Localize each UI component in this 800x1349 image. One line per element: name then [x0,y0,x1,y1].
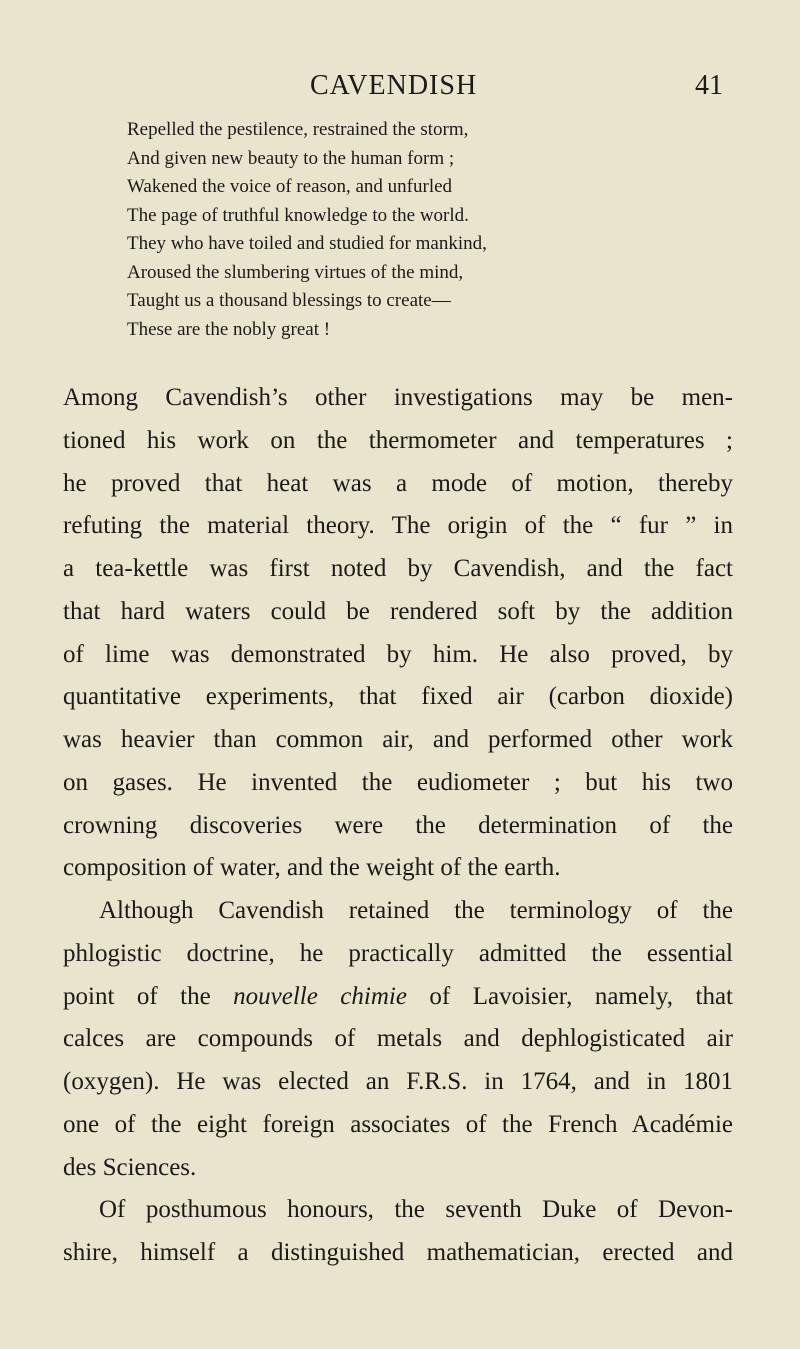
running-head [0,70,800,106]
text-line: that hard waters could be rendered soft by the addition [63,597,733,625]
text-line: refuting the material theory. The origin of the “ fur ” in [63,512,733,540]
poem-line: Repelled the pestilence, restrained the storm, [127,119,469,140]
text-line: des Sciences. [63,1153,197,1181]
running-title: CAVENDISH [310,70,478,101]
text-line [63,976,733,1019]
text-line: of lime was demonstrated by him. He also proved, by [63,640,733,668]
poem-line: They who have toiled and studied for mankind, [127,233,487,254]
text-line: calces are compounds of metals and dephlogisticated air [63,1025,733,1053]
text-line: (oxygen). He was elected an F.R.S. in 1764, and in 1801 [63,1068,733,1095]
italic-phrase: nouvelle chimie [233,982,407,1010]
poem-line: The page of truthful knowledge to the world. [127,204,469,226]
paragraph-honours [63,1189,733,1275]
text-line: was heavier than common air, and performed other work [63,726,733,753]
text-line: shire, himself a distinguished mathematician, erected and [63,1239,733,1266]
body-text [63,377,733,1275]
text-line: Although Cavendish retained the terminology of the [99,897,733,924]
text-line: crowning discoveries were the determination of the [63,811,733,839]
text-line: Of posthumous honours, the seventh Duke of Devon- [99,1196,733,1224]
text-line: Among Cavendish’s other investigations may be men- [63,384,733,411]
text-line: he proved that heat was a mode of motion, thereby [63,469,733,497]
text-line: composition of water, and the weight of the earth. [63,854,561,882]
text-fragment: of Lavoisier, namely, that [406,982,733,1010]
text-line: phlogistic doctrine, he practically admitted the essential [63,939,733,967]
text-line: one of the eight foreign associates of the French Académie [63,1110,733,1138]
text-line: tioned his work on the thermometer and temperatures ; [63,426,733,454]
text-line: on gases. He invented the eudiometer ; but his two [63,768,733,796]
poem-line: And given new beauty to the human form ; [127,147,455,169]
text-line: quantitative experiments, that fixed air (carbon dioxide) [63,683,733,711]
poem-line: These are the nobly great ! [127,318,331,340]
poem-line: Taught us a thousand blessings to create— [127,290,451,311]
page-number: 41 [695,70,723,101]
paragraph-investigations [63,377,733,890]
poem-line: Aroused the slumbering virtues of the mind, [127,261,464,283]
text-fragment: point of the [63,982,234,1010]
poem-line: Wakened the voice of reason, and unfurled [127,176,453,197]
poem-quotation [127,116,687,344]
paragraph-phlogistic [63,890,733,1189]
text-line: a tea-kettle was first noted by Cavendish, and the fact [63,555,733,582]
